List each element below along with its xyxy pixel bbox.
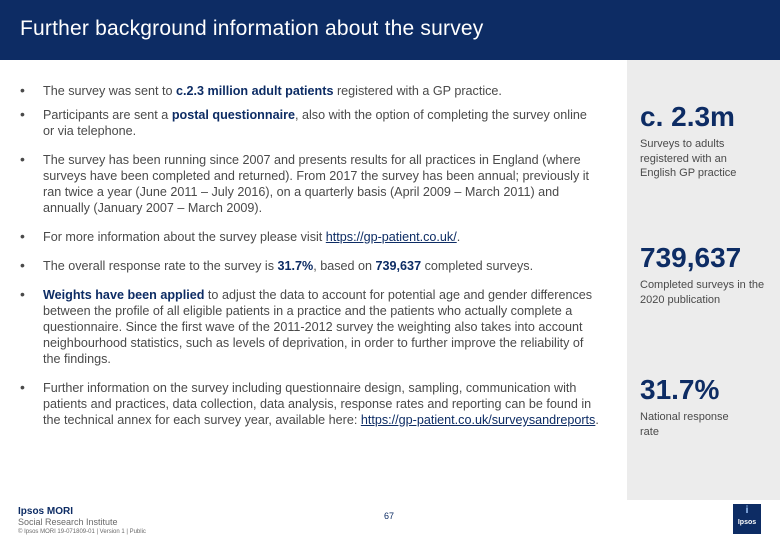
bullet-dot-icon: •: [20, 379, 25, 395]
ipsos-mori-logo: [18, 506, 148, 527]
brand-subtitle: Social Research Institute: [18, 517, 118, 527]
bullet-run: The survey was sent to: [43, 84, 176, 98]
bullet-run: Participants are sent a: [43, 108, 172, 122]
footer: [0, 500, 780, 540]
stat-value: c. 2.3m: [640, 101, 735, 132]
bullet-dot-icon: •: [20, 82, 25, 98]
bullet-run: Further information on the survey including questionnaire design, sampling, communication with patients and practices, data collection, data analysis, response rates and reporting can be found in the technical annex for each survey year, available here:: [43, 381, 592, 427]
bullet-dot-icon: •: [20, 151, 25, 167]
bullet-item: [20, 229, 600, 245]
stat-surveys-sent: [640, 102, 760, 181]
stat-value: 31.7%: [640, 374, 720, 405]
bullet-dot-icon: •: [20, 286, 25, 302]
brand-name: Ipsos MORI: [18, 506, 74, 517]
stat-caption: Completed surveys in the 2020 publication: [640, 279, 765, 306]
bullet-dot-icon: •: [20, 228, 25, 244]
page-title: Further background information about the survey: [20, 17, 484, 40]
bullet-item: [20, 107, 600, 139]
bullet-run: For more information about the survey please visit: [43, 230, 326, 244]
bullet-text: [43, 381, 599, 427]
stats-sidebar: [627, 60, 780, 500]
bullet-run: registered with a GP practice.: [333, 84, 502, 98]
badge-mark: i: [745, 505, 749, 516]
ipsos-badge-icon: [733, 504, 761, 534]
bullet-run: The survey has been running since 2007 and presents results for all practices in England (where surveys have been completed and returned). From 2017 the survey has been annual; previously it ran twice a year (June 2011 – July 2016), on a quarterly basis (April 2009 – March 2011) and annually (January 2007 – March 2009).: [43, 153, 590, 215]
stat-value: 739,637: [640, 242, 742, 273]
bullet-text: [43, 153, 589, 215]
bullet-run: .: [456, 230, 461, 244]
bullet-item: [20, 152, 600, 216]
bullet-item: [20, 258, 600, 274]
bullet-run: completed surveys.: [421, 259, 534, 273]
bullet-link[interactable]: https://gp-patient.co.uk/surveysandreports: [360, 413, 596, 427]
bullet-emphasis: 739,637: [375, 259, 422, 273]
bullet-emphasis: postal questionnaire: [171, 108, 295, 122]
bullet-dot-icon: •: [20, 106, 25, 122]
bullet-item: [20, 380, 600, 428]
bullet-run: The overall response rate to the survey is: [43, 259, 278, 273]
stat-caption: Surveys to adults registered with an English GP practice: [640, 138, 737, 179]
bullet-item: [20, 83, 600, 99]
stat-completed-surveys: [640, 243, 765, 307]
bullet-run: .: [595, 413, 599, 427]
bullet-run: to adjust the data to account for potential age and gender differences between the profile of all eligible patients in a practice and the patients who actually complete a questionnaire. Since the first wave of the 2011-2012 survey the weighting also takes into account neighbourhood statistics, such as levels of deprivation, in order to further improve the reliability of the findings.: [43, 288, 593, 366]
bullet-list: [20, 83, 600, 428]
bullet-run: , also with the option of completing the survey online or via telephone.: [43, 108, 587, 138]
bullet-dot-icon: •: [20, 257, 25, 273]
bullet-text: [43, 259, 533, 273]
legal-text: © Ipsos MORI 19-071809-01 | Version 1 | Public: [18, 529, 146, 535]
title-bar: [0, 0, 780, 60]
bullet-emphasis: Weights have been applied: [43, 288, 205, 302]
bullet-text: [43, 288, 592, 366]
bullet-emphasis: c.2.3 million adult patients: [176, 84, 334, 98]
bullet-run: , based on: [313, 259, 376, 273]
stat-caption: National response rate: [640, 411, 729, 438]
bullet-text: [43, 230, 460, 244]
badge-label: Ipsos: [737, 519, 757, 526]
bullet-text: [43, 84, 502, 98]
page-number: 67: [384, 511, 395, 521]
bullet-item: [20, 287, 600, 367]
bullet-text: [43, 108, 587, 138]
bullet-emphasis: 31.7%: [277, 259, 314, 273]
bullet-link[interactable]: https://gp-patient.co.uk/: [325, 230, 457, 244]
stat-response-rate: [640, 375, 745, 439]
